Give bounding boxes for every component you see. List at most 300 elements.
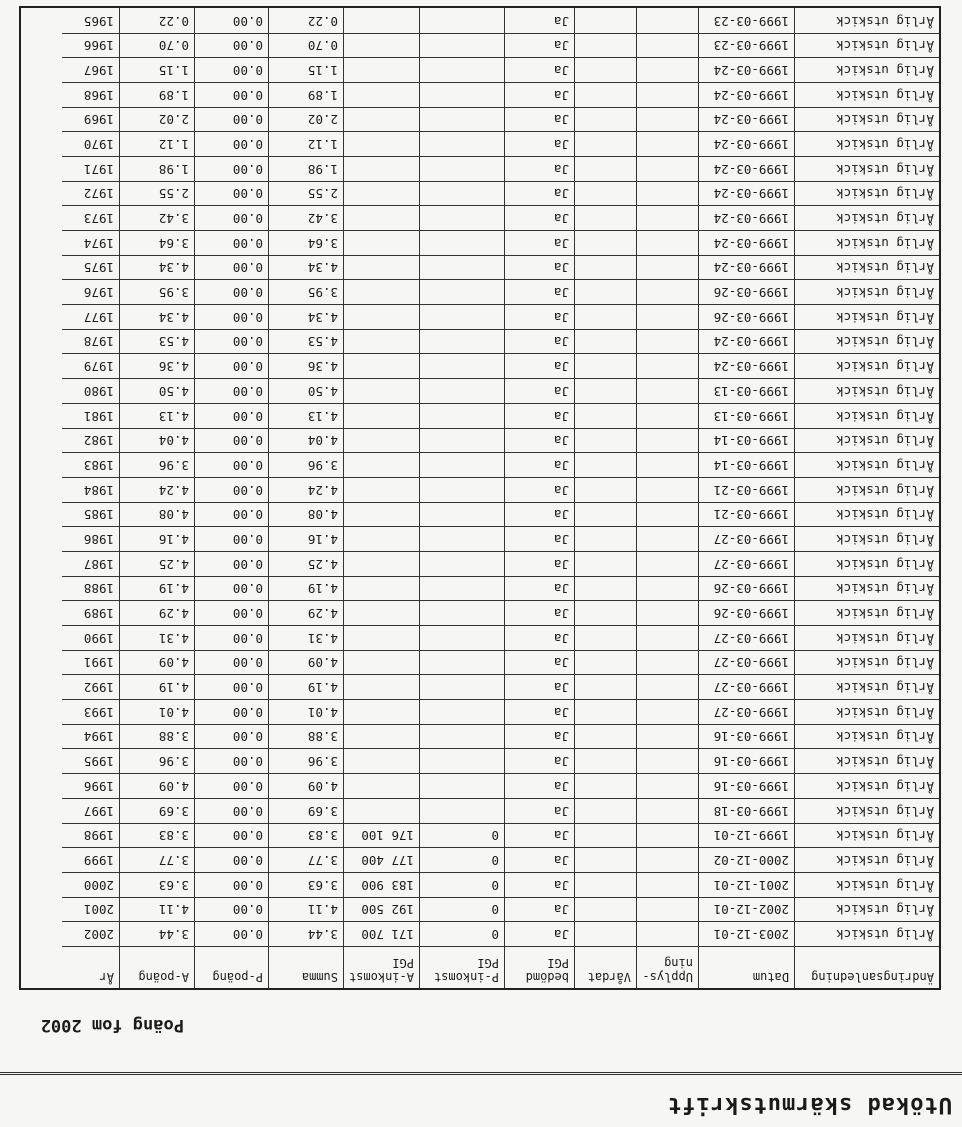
cell-p-points: 0.00 (194, 650, 268, 675)
cell-a-points: 4.53 (119, 329, 194, 354)
cell-assessed-pgi: Ja (504, 403, 574, 428)
cell-a-points: 4.25 (119, 551, 194, 576)
cell-sum: 3.77 (268, 847, 343, 872)
cell-reason: Årlig utskick (794, 526, 939, 551)
cell-date: 1999-03-27 (698, 650, 794, 675)
table-row (21, 650, 939, 675)
cell-a-income-pgi (343, 304, 419, 329)
cell-p-income-pgi (419, 230, 504, 255)
cell-reason: Årlig utskick (794, 502, 939, 527)
cell-a-income-pgi (343, 403, 419, 428)
cell-sum: 0.22 (268, 8, 343, 33)
table-row (21, 699, 939, 724)
cell-reason: Årlig utskick (794, 428, 939, 453)
cell-year: 1971 (62, 156, 119, 181)
cell-a-points: 4.19 (119, 674, 194, 699)
cell-a-points: 4.36 (119, 354, 194, 379)
cell-date: 1999-03-16 (698, 724, 794, 749)
cell-a-income-pgi (343, 502, 419, 527)
header-p-points: P-poäng (194, 946, 268, 988)
cell-year: 1976 (62, 279, 119, 304)
cell-sum: 4.16 (268, 526, 343, 551)
table-row (21, 57, 939, 82)
cell-p-points: 0.00 (194, 230, 268, 255)
cell-p-points: 0.00 (194, 847, 268, 872)
cell-date: 1999-03-26 (698, 576, 794, 601)
cell-care (574, 526, 636, 551)
cell-p-income-pgi (419, 773, 504, 798)
cell-assessed-pgi: Ja (504, 872, 574, 897)
table-row (21, 156, 939, 181)
cell-date: 1999-03-27 (698, 625, 794, 650)
cell-a-points: 4.01 (119, 699, 194, 724)
cell-p-points: 0.00 (194, 897, 268, 922)
cell-care (574, 699, 636, 724)
cell-a-income-pgi (343, 156, 419, 181)
cell-a-income-pgi: 183 900 (343, 872, 419, 897)
cell-year: 1994 (62, 724, 119, 749)
cell-assessed-pgi: Ja (504, 477, 574, 502)
cell-care (574, 329, 636, 354)
cell-sum: 3.63 (268, 872, 343, 897)
cell-a-points: 4.11 (119, 897, 194, 922)
cell-assessed-pgi: Ja (504, 57, 574, 82)
cell-sum: 4.50 (268, 378, 343, 403)
cell-p-income-pgi: 0 (419, 823, 504, 848)
cell-year: 1972 (62, 181, 119, 206)
cell-info (636, 378, 698, 403)
cell-date: 1999-03-16 (698, 749, 794, 774)
cell-reason: Årlig utskick (794, 33, 939, 58)
cell-care (574, 477, 636, 502)
cell-sum: 4.01 (268, 699, 343, 724)
cell-sum: 4.04 (268, 428, 343, 453)
cell-p-points: 0.00 (194, 674, 268, 699)
cell-info (636, 8, 698, 33)
table-row (21, 107, 939, 132)
cell-a-income-pgi (343, 33, 419, 58)
cell-sum: 4.53 (268, 329, 343, 354)
cell-care (574, 304, 636, 329)
cell-p-points: 0.00 (194, 600, 268, 625)
table-row (21, 452, 939, 477)
cell-date: 1999-03-24 (698, 131, 794, 156)
cell-date: 1999-03-24 (698, 181, 794, 206)
table-row (21, 724, 939, 749)
cell-sum: 3.64 (268, 230, 343, 255)
cell-p-points: 0.00 (194, 477, 268, 502)
cell-care (574, 551, 636, 576)
cell-sum: 3.69 (268, 798, 343, 823)
cell-info (636, 773, 698, 798)
cell-info (636, 354, 698, 379)
cell-a-points: 3.44 (119, 921, 194, 946)
table-row (21, 551, 939, 576)
cell-info (636, 428, 698, 453)
cell-p-income-pgi (419, 699, 504, 724)
cell-a-income-pgi (343, 551, 419, 576)
cell-p-income-pgi (419, 156, 504, 181)
cell-info (636, 205, 698, 230)
cell-a-income-pgi (343, 699, 419, 724)
cell-info (636, 798, 698, 823)
cell-p-points: 0.00 (194, 279, 268, 304)
cell-care (574, 156, 636, 181)
cell-assessed-pgi: Ja (504, 107, 574, 132)
cell-date: 2003-12-01 (698, 921, 794, 946)
cell-p-income-pgi (419, 502, 504, 527)
cell-date: 1999-03-24 (698, 107, 794, 132)
table-row (21, 823, 939, 848)
cell-reason: Årlig utskick (794, 847, 939, 872)
cell-a-income-pgi (343, 526, 419, 551)
cell-p-points: 0.00 (194, 8, 268, 33)
cell-a-income-pgi (343, 452, 419, 477)
cell-reason: Årlig utskick (794, 699, 939, 724)
cell-a-income-pgi (343, 82, 419, 107)
cell-sum: 4.08 (268, 502, 343, 527)
cell-sum: 1.15 (268, 57, 343, 82)
cell-p-points: 0.00 (194, 255, 268, 280)
page-title: Utökad skärmutskrift (667, 1092, 952, 1117)
cell-assessed-pgi: Ja (504, 279, 574, 304)
cell-a-points: 4.13 (119, 403, 194, 428)
header-date: Datum (698, 946, 794, 988)
cell-p-points: 0.00 (194, 823, 268, 848)
cell-info (636, 107, 698, 132)
cell-info (636, 403, 698, 428)
cell-reason: Årlig utskick (794, 823, 939, 848)
cell-reason: Årlig utskick (794, 576, 939, 601)
header-year: År (62, 946, 119, 988)
cell-a-points: 3.42 (119, 205, 194, 230)
cell-reason: Årlig utskick (794, 255, 939, 280)
cell-sum: 4.25 (268, 551, 343, 576)
table-row (21, 847, 939, 872)
cell-assessed-pgi: Ja (504, 551, 574, 576)
table-row (21, 897, 939, 922)
cell-a-points: 2.55 (119, 181, 194, 206)
cell-p-points: 0.00 (194, 452, 268, 477)
cell-year: 1991 (62, 650, 119, 675)
cell-sum: 4.34 (268, 304, 343, 329)
cell-assessed-pgi: Ja (504, 576, 574, 601)
cell-a-points: 3.64 (119, 230, 194, 255)
cell-date: 1999-12-01 (698, 823, 794, 848)
cell-assessed-pgi: Ja (504, 897, 574, 922)
cell-p-income-pgi (419, 57, 504, 82)
cell-reason: Årlig utskick (794, 131, 939, 156)
cell-assessed-pgi: Ja (504, 452, 574, 477)
cell-assessed-pgi: Ja (504, 304, 574, 329)
cell-p-income-pgi (419, 600, 504, 625)
table-row (21, 477, 939, 502)
page-title-banner (0, 1072, 962, 1127)
cell-sum: 4.31 (268, 625, 343, 650)
cell-date: 1999-03-27 (698, 551, 794, 576)
cell-assessed-pgi: Ja (504, 749, 574, 774)
cell-a-points: 3.96 (119, 749, 194, 774)
table-row (21, 502, 939, 527)
cell-p-income-pgi (419, 428, 504, 453)
cell-assessed-pgi: Ja (504, 823, 574, 848)
cell-p-points: 0.00 (194, 33, 268, 58)
cell-date: 1999-03-13 (698, 378, 794, 403)
table-row (21, 82, 939, 107)
cell-reason: Årlig utskick (794, 625, 939, 650)
cell-info (636, 749, 698, 774)
cell-reason: Årlig utskick (794, 551, 939, 576)
cell-care (574, 33, 636, 58)
table-row (21, 674, 939, 699)
cell-reason: Årlig utskick (794, 773, 939, 798)
header-sum: Summa (268, 946, 343, 988)
cell-a-income-pgi (343, 674, 419, 699)
cell-p-points: 0.00 (194, 699, 268, 724)
cell-sum: 3.96 (268, 452, 343, 477)
cell-date: 1999-03-27 (698, 526, 794, 551)
table-row (21, 625, 939, 650)
cell-a-income-pgi: 177 400 (343, 847, 419, 872)
cell-sum: 0.70 (268, 33, 343, 58)
cell-p-income-pgi: 0 (419, 872, 504, 897)
cell-care (574, 724, 636, 749)
cell-sum: 3.83 (268, 823, 343, 848)
table-row (21, 255, 939, 280)
cell-a-points: 3.88 (119, 724, 194, 749)
cell-a-points: 0.70 (119, 33, 194, 58)
cell-assessed-pgi: Ja (504, 131, 574, 156)
cell-assessed-pgi: Ja (504, 428, 574, 453)
cell-year: 1990 (62, 625, 119, 650)
cell-year: 1967 (62, 57, 119, 82)
cell-a-points: 3.83 (119, 823, 194, 848)
cell-a-income-pgi (343, 724, 419, 749)
cell-p-income-pgi (419, 354, 504, 379)
cell-assessed-pgi: Ja (504, 674, 574, 699)
cell-care (574, 921, 636, 946)
cell-p-points: 0.00 (194, 57, 268, 82)
cell-a-income-pgi (343, 329, 419, 354)
cell-sum: 1.89 (268, 82, 343, 107)
cell-sum: 4.19 (268, 674, 343, 699)
cell-date: 1999-03-21 (698, 502, 794, 527)
cell-care (574, 205, 636, 230)
cell-a-income-pgi (343, 773, 419, 798)
table-row (21, 428, 939, 453)
cell-a-income-pgi (343, 354, 419, 379)
cell-date: 1999-03-24 (698, 156, 794, 181)
cell-assessed-pgi: Ja (504, 8, 574, 33)
cell-info (636, 847, 698, 872)
cell-reason: Årlig utskick (794, 477, 939, 502)
cell-care (574, 600, 636, 625)
table-row (21, 33, 939, 58)
cell-info (636, 823, 698, 848)
table-header-row (21, 946, 939, 988)
cell-care (574, 674, 636, 699)
cell-p-income-pgi: 0 (419, 847, 504, 872)
cell-p-income-pgi (419, 131, 504, 156)
cell-year: 1989 (62, 600, 119, 625)
cell-care (574, 107, 636, 132)
cell-care (574, 798, 636, 823)
cell-p-points: 0.00 (194, 872, 268, 897)
cell-info (636, 625, 698, 650)
cell-care (574, 354, 636, 379)
cell-year: 1968 (62, 82, 119, 107)
cell-year: 1982 (62, 428, 119, 453)
cell-sum: 4.09 (268, 650, 343, 675)
cell-info (636, 526, 698, 551)
cell-year: 1979 (62, 354, 119, 379)
cell-care (574, 502, 636, 527)
cell-assessed-pgi: Ja (504, 255, 574, 280)
cell-a-points: 1.12 (119, 131, 194, 156)
cell-sum: 3.44 (268, 921, 343, 946)
cell-a-income-pgi (343, 477, 419, 502)
cell-year: 1988 (62, 576, 119, 601)
cell-p-income-pgi (419, 551, 504, 576)
cell-a-points: 4.08 (119, 502, 194, 527)
cell-p-income-pgi (419, 403, 504, 428)
cell-a-income-pgi (343, 255, 419, 280)
table-row (21, 872, 939, 897)
cell-a-points: 4.19 (119, 576, 194, 601)
cell-sum: 2.55 (268, 181, 343, 206)
table-row (21, 279, 939, 304)
cell-a-income-pgi (343, 8, 419, 33)
header-a-points: A-poäng (119, 946, 194, 988)
cell-year: 1974 (62, 230, 119, 255)
cell-a-income-pgi (343, 428, 419, 453)
cell-assessed-pgi: Ja (504, 33, 574, 58)
cell-reason: Årlig utskick (794, 650, 939, 675)
page-subtitle: Poäng fom 2002 (40, 1015, 184, 1035)
cell-care (574, 403, 636, 428)
cell-date: 2001-12-01 (698, 872, 794, 897)
cell-assessed-pgi: Ja (504, 181, 574, 206)
cell-year: 1965 (83, 13, 114, 29)
cell-p-points: 0.00 (194, 502, 268, 527)
cell-care (574, 872, 636, 897)
cell-assessed-pgi: Ja (504, 847, 574, 872)
cell-info (636, 897, 698, 922)
cell-a-points: 4.09 (119, 773, 194, 798)
cell-year: 1986 (62, 526, 119, 551)
cell-reason: Årlig utskick (794, 897, 939, 922)
cell-info (636, 156, 698, 181)
cell-assessed-pgi: Ja (504, 773, 574, 798)
cell-a-income-pgi: 171 700 (343, 921, 419, 946)
cell-date: 1999-03-24 (698, 255, 794, 280)
cell-assessed-pgi: Ja (504, 798, 574, 823)
cell-sum: 4.29 (268, 600, 343, 625)
cell-a-income-pgi (343, 181, 419, 206)
table-row (21, 403, 939, 428)
cell-sum: 2.02 (268, 107, 343, 132)
points-table (19, 6, 941, 990)
cell-info (636, 674, 698, 699)
header-care: Vårdat (574, 946, 636, 988)
cell-care (574, 576, 636, 601)
cell-a-income-pgi (343, 230, 419, 255)
cell-info (636, 699, 698, 724)
cell-reason: Årlig utskick (794, 205, 939, 230)
cell-info (636, 57, 698, 82)
cell-info (636, 82, 698, 107)
cell-care (574, 8, 636, 33)
cell-reason: Årlig utskick (794, 156, 939, 181)
cell-care (574, 279, 636, 304)
cell-date: 1999-03-26 (698, 279, 794, 304)
cell-p-points: 0.00 (194, 428, 268, 453)
cell-p-points: 0.00 (194, 107, 268, 132)
cell-care (574, 452, 636, 477)
cell-reason: Årlig utskick (794, 798, 939, 823)
header-reason: Ändringsanledning (794, 946, 939, 988)
cell-p-points: 0.00 (194, 329, 268, 354)
cell-p-points: 0.00 (194, 354, 268, 379)
cell-a-income-pgi (343, 600, 419, 625)
table-row (21, 304, 939, 329)
cell-assessed-pgi: Ja (504, 625, 574, 650)
cell-date: 1999-03-26 (698, 600, 794, 625)
cell-a-points: 3.95 (119, 279, 194, 304)
cell-p-income-pgi (419, 181, 504, 206)
cell-a-points: 4.50 (119, 378, 194, 403)
cell-year: 1973 (62, 205, 119, 230)
cell-p-income-pgi (419, 749, 504, 774)
cell-year: 1978 (62, 329, 119, 354)
cell-care (574, 181, 636, 206)
cell-assessed-pgi: Ja (504, 699, 574, 724)
cell-a-income-pgi (343, 625, 419, 650)
table-row (21, 205, 939, 230)
cell-reason: Årlig utskick (794, 57, 939, 82)
cell-p-income-pgi (419, 576, 504, 601)
cell-year: 1969 (62, 107, 119, 132)
cell-date: 2000-12-02 (698, 847, 794, 872)
cell-a-points: 3.77 (119, 847, 194, 872)
cell-care (574, 428, 636, 453)
cell-sum: 4.19 (268, 576, 343, 601)
cell-year: 1983 (62, 452, 119, 477)
cell-care (574, 823, 636, 848)
table-row (21, 8, 939, 33)
cell-date: 1999-03-23 (698, 33, 794, 58)
cell-a-points: 1.89 (119, 82, 194, 107)
cell-p-income-pgi (419, 205, 504, 230)
cell-date: 1999-03-26 (698, 304, 794, 329)
table-row (21, 921, 939, 946)
cell-date: 1999-03-18 (698, 798, 794, 823)
cell-info (636, 279, 698, 304)
cell-a-points: 1.98 (119, 156, 194, 181)
cell-a-points: 3.63 (119, 872, 194, 897)
cell-care (574, 131, 636, 156)
cell-p-income-pgi: 0 (419, 921, 504, 946)
cell-p-income-pgi (419, 477, 504, 502)
cell-info (636, 502, 698, 527)
cell-year: 1987 (62, 551, 119, 576)
cell-p-points: 0.00 (194, 749, 268, 774)
cell-reason: Årlig utskick (794, 403, 939, 428)
table-row (21, 600, 939, 625)
cell-care (574, 650, 636, 675)
cell-reason: Årlig utskick (794, 230, 939, 255)
cell-info (636, 452, 698, 477)
